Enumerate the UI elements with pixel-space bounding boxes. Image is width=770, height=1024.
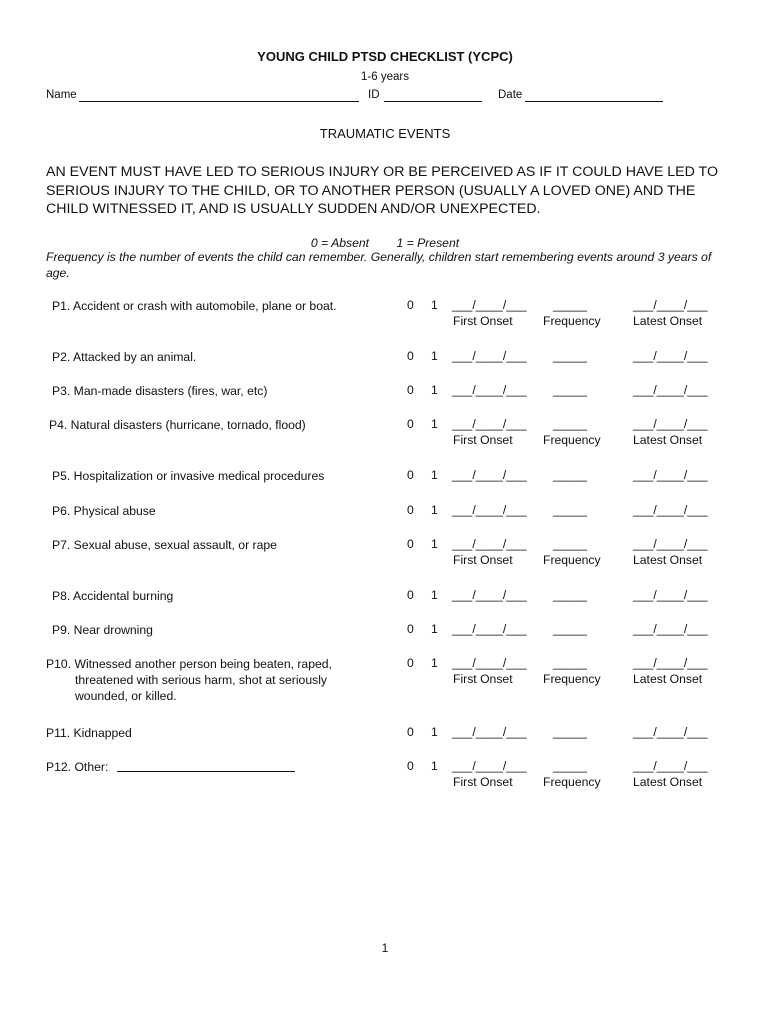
- first-onset-caption: First Onset: [453, 553, 513, 567]
- first-onset-field[interactable]: ___/____/___: [452, 417, 527, 431]
- frequency-caption: Frequency: [543, 672, 601, 686]
- id-field[interactable]: [384, 101, 482, 102]
- option-absent[interactable]: 0: [407, 417, 414, 431]
- first-onset-field[interactable]: ___/____/___: [452, 759, 527, 773]
- first-onset-caption: First Onset: [453, 672, 513, 686]
- event-row: [0, 468, 770, 508]
- first-onset-field[interactable]: ___/____/___: [452, 588, 527, 602]
- first-onset-caption: First Onset: [453, 314, 513, 328]
- latest-onset-field[interactable]: ___/____/___: [633, 537, 708, 551]
- option-present[interactable]: 1: [431, 417, 438, 431]
- frequency-field[interactable]: _____: [553, 622, 587, 636]
- option-absent[interactable]: 0: [407, 349, 414, 363]
- frequency-field[interactable]: _____: [553, 537, 587, 551]
- document-title: YOUNG CHILD PTSD CHECKLIST (YCPC): [257, 49, 513, 64]
- latest-onset-caption: Latest Onset: [633, 433, 703, 447]
- option-present[interactable]: 1: [431, 725, 438, 739]
- frequency-field[interactable]: _____: [553, 503, 587, 517]
- event-row: [0, 537, 770, 577]
- frequency-caption: Frequency: [543, 433, 601, 447]
- first-onset-field[interactable]: ___/____/___: [452, 537, 527, 551]
- date-field[interactable]: [525, 101, 663, 102]
- option-absent[interactable]: 0: [407, 298, 414, 312]
- latest-onset-field[interactable]: ___/____/___: [633, 759, 708, 773]
- option-present[interactable]: 1: [431, 656, 438, 670]
- event-label: P6. Physical abuse: [52, 504, 156, 518]
- event-label: P4. Natural disasters (hurricane, tornado, flood): [49, 418, 306, 432]
- latest-onset-field[interactable]: ___/____/___: [633, 349, 708, 363]
- frequency-caption: Frequency: [543, 314, 601, 328]
- name-field[interactable]: [79, 101, 359, 102]
- latest-onset-field[interactable]: ___/____/___: [633, 622, 708, 636]
- event-label: P7. Sexual abuse, sexual assault, or rape: [52, 538, 277, 552]
- frequency-field[interactable]: _____: [553, 383, 587, 397]
- first-onset-field[interactable]: ___/____/___: [452, 383, 527, 397]
- option-absent[interactable]: 0: [407, 759, 414, 773]
- event-label: P12. Other:: [46, 760, 109, 774]
- option-absent[interactable]: 0: [407, 588, 414, 602]
- first-onset-field[interactable]: ___/____/___: [452, 725, 527, 739]
- event-row: [0, 656, 770, 703]
- option-present[interactable]: 1: [431, 503, 438, 517]
- latest-onset-caption: Latest Onset: [633, 672, 703, 686]
- latest-onset-field[interactable]: ___/____/___: [633, 503, 708, 517]
- latest-onset-field[interactable]: ___/____/___: [633, 468, 708, 482]
- event-label: P8. Accidental burning: [52, 589, 174, 603]
- frequency-field[interactable]: _____: [553, 298, 587, 312]
- page-number: 1: [381, 941, 389, 955]
- latest-onset-field[interactable]: ___/____/___: [633, 417, 708, 431]
- event-label: P3. Man-made disasters (fires, war, etc): [52, 384, 268, 398]
- name-label: Name: [46, 89, 77, 101]
- option-present[interactable]: 1: [431, 349, 438, 363]
- event-row: [0, 759, 770, 799]
- option-present[interactable]: 1: [431, 468, 438, 482]
- frequency-field[interactable]: _____: [553, 349, 587, 363]
- frequency-note: Frequency is the number of events the child can remember. Generally, children start remembering events around 3 years of age.: [46, 250, 712, 280]
- frequency-field[interactable]: _____: [553, 656, 587, 670]
- first-onset-field[interactable]: ___/____/___: [452, 298, 527, 312]
- first-onset-field[interactable]: ___/____/___: [452, 656, 527, 670]
- option-absent[interactable]: 0: [407, 383, 414, 397]
- option-absent[interactable]: 0: [407, 468, 414, 482]
- other-event-field[interactable]: [117, 771, 295, 772]
- event-label-line2: threatened with serious harm, shot at seriously: [75, 673, 327, 687]
- option-present[interactable]: 1: [431, 588, 438, 602]
- event-row: [0, 298, 770, 338]
- option-absent[interactable]: 0: [407, 503, 414, 517]
- frequency-caption: Frequency: [543, 553, 601, 567]
- option-absent[interactable]: 0: [407, 537, 414, 551]
- event-label: P2. Attacked by an animal.: [52, 350, 197, 364]
- latest-onset-caption: Latest Onset: [633, 314, 703, 328]
- legend-present: 1 = Present: [396, 236, 460, 250]
- option-present[interactable]: 1: [431, 298, 438, 312]
- date-label: Date: [498, 89, 523, 101]
- event-label-line3: wounded, or killed.: [75, 689, 177, 703]
- frequency-caption: Frequency: [543, 775, 601, 789]
- id-label: ID: [368, 89, 380, 101]
- event-label: P5. Hospitalization or invasive medical procedures: [52, 469, 325, 483]
- option-absent[interactable]: 0: [407, 656, 414, 670]
- event-label: P9. Near drowning: [52, 623, 153, 637]
- option-present[interactable]: 1: [431, 383, 438, 397]
- option-present[interactable]: 1: [431, 537, 438, 551]
- first-onset-field[interactable]: ___/____/___: [452, 622, 527, 636]
- frequency-field[interactable]: _____: [553, 417, 587, 431]
- first-onset-field[interactable]: ___/____/___: [452, 468, 527, 482]
- option-present[interactable]: 1: [431, 759, 438, 773]
- event-row: [0, 417, 770, 457]
- frequency-field[interactable]: _____: [553, 759, 587, 773]
- legend-absent: 0 = Absent: [310, 236, 370, 250]
- frequency-field[interactable]: _____: [553, 588, 587, 602]
- event-label: P11. Kidnapped: [46, 726, 132, 740]
- latest-onset-field[interactable]: ___/____/___: [633, 656, 708, 670]
- first-onset-field[interactable]: ___/____/___: [452, 503, 527, 517]
- frequency-field[interactable]: _____: [553, 725, 587, 739]
- first-onset-caption: First Onset: [453, 775, 513, 789]
- latest-onset-field[interactable]: ___/____/___: [633, 298, 708, 312]
- latest-onset-field[interactable]: ___/____/___: [633, 725, 708, 739]
- latest-onset-field[interactable]: ___/____/___: [633, 383, 708, 397]
- option-absent[interactable]: 0: [407, 622, 414, 636]
- age-range-subtitle: 1-6 years: [361, 71, 409, 83]
- option-absent[interactable]: 0: [407, 725, 414, 739]
- section-title: TRAUMATIC EVENTS: [319, 126, 451, 141]
- latest-onset-caption: Latest Onset: [633, 775, 703, 789]
- option-present[interactable]: 1: [431, 622, 438, 636]
- latest-onset-field[interactable]: ___/____/___: [633, 588, 708, 602]
- event-criteria-notice: AN EVENT MUST HAVE LED TO SERIOUS INJURY OR BE PERCEIVED AS IF IT COULD HAVE LED TO SERIOUS INJURY TO THE CHILD, OR TO ANOTHER PERSON (USUALLY A LOVED ONE) AND THE CHILD WITNESSED IT, AND IS USUALLY SUDDEN AND/OR UNEXPECTED.: [46, 164, 718, 217]
- frequency-field[interactable]: _____: [553, 468, 587, 482]
- first-onset-field[interactable]: ___/____/___: [452, 349, 527, 363]
- event-label: P10. Witnessed another person being beaten, raped,: [46, 657, 332, 671]
- first-onset-caption: First Onset: [453, 433, 513, 447]
- latest-onset-caption: Latest Onset: [633, 553, 703, 567]
- event-label: P1. Accident or crash with automobile, plane or boat.: [52, 299, 337, 313]
- scoring-legend: [0, 236, 770, 250]
